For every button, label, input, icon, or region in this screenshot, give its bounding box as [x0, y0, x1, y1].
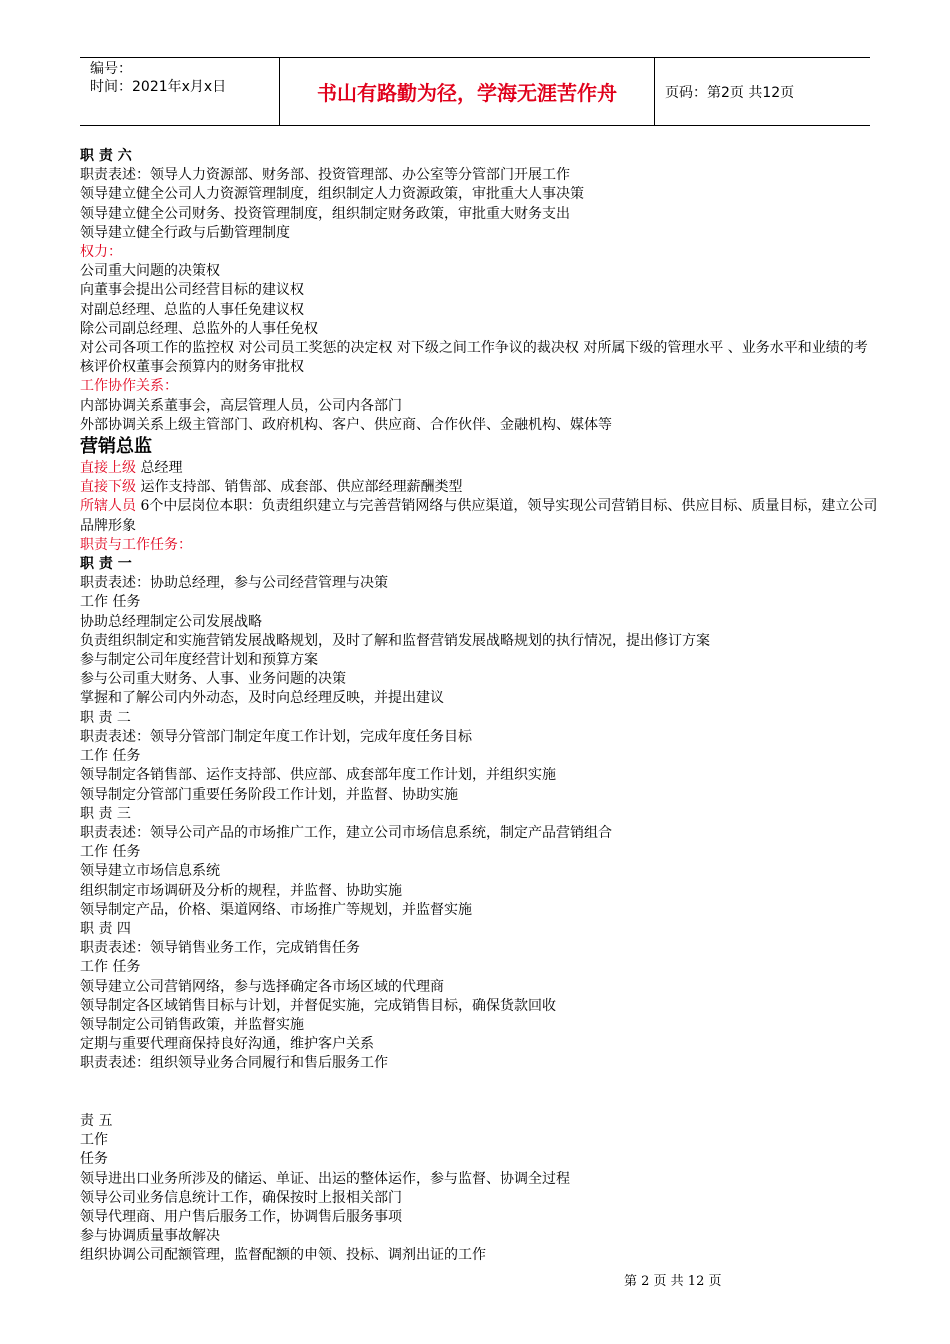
paragraph-line: 公司重大问题的决策权	[80, 263, 220, 280]
document-number-label: 编号：	[90, 61, 132, 77]
paragraph-line: 领导建立健全公司人力资源管理制度，组织制定人力资源政策，审批重大人事决策	[80, 186, 584, 203]
paragraph-line: 领导制定产品，价格、渠道网络、市场推广等规划，并监督实施	[80, 901, 472, 918]
field-value: 总经理	[136, 460, 183, 477]
paragraph-line: 职责表述：领导分管部门制定年度工作计划，完成年度任务目标	[80, 728, 472, 745]
document-time-label: 时间：2021年x月x日	[90, 79, 227, 95]
paragraph-line: 职 责 二	[80, 709, 131, 726]
paragraph-line: 内部协调关系董事会，高层管理人员，公司内各部门	[80, 397, 402, 414]
duty-heading: 职 责 一	[80, 556, 132, 573]
paragraph-line: 领导公司业务信息统计工作，确保按时上报相关部门	[80, 1189, 402, 1206]
paragraph-line: 领导制定公司销售政策，并监督实施	[80, 1016, 304, 1033]
paragraph-line: 负责组织制定和实施营销发展战略规划，及时了解和监督营销发展战略规划的执行情况，提出修订方案	[80, 632, 710, 649]
paragraph-line: 职责表述：领导公司产品的市场推广工作，建立公司市场信息系统，制定产品营销组合	[80, 824, 612, 841]
field-value: 运作支持部、销售部、成套部、供应部经理薪酬类型	[136, 479, 463, 496]
paragraph-line: 参与协调质量事故解决	[80, 1228, 220, 1245]
paragraph-line: 领导建立公司营销网络，参与选择确定各市场区域的代理商	[80, 978, 444, 995]
blank-line	[80, 1093, 880, 1112]
section-label: 工作协作关系：	[80, 378, 178, 395]
paragraph-line: 工作 任务	[80, 844, 141, 861]
paragraph-line: 责 五	[80, 1112, 113, 1129]
document-body	[80, 147, 880, 1266]
paragraph-line: 领导制定各区域销售目标与计划，并督促实施，完成销售目标，确保货款回收	[80, 997, 556, 1014]
paragraph-line: 向董事会提出公司经营目标的建议权	[80, 282, 304, 299]
paragraph-line: 工作 任务	[80, 594, 141, 611]
paragraph-line: 职责表述：协助总经理，参与公司经营管理与决策	[80, 575, 388, 592]
position-title: 营销总监	[80, 436, 152, 458]
header-motto-cell	[280, 58, 655, 125]
paragraph-line: 领导建立健全公司财务、投资管理制度，组织制定财务政策，审批重大财务支出	[80, 205, 570, 222]
field-label: 直接上级	[80, 460, 136, 477]
paragraph-line: 领导制定分管部门重要任务阶段工作计划，并监督、协助实施	[80, 786, 458, 803]
header-page-info: 页码：第2页 共12页	[665, 84, 795, 101]
paragraph-line: 职 责 四	[80, 920, 131, 937]
paragraph-line: 参与公司重大财务、人事、业务问题的决策	[80, 671, 346, 688]
field-label: 所辖人员	[80, 498, 136, 515]
labeled-line	[80, 497, 880, 535]
blank-line	[80, 1074, 880, 1093]
field-label: 直接下级	[80, 479, 136, 496]
paragraph-line: 职责表述：组织领导业务合同履行和售后服务工作	[80, 1055, 388, 1072]
paragraph-line: 工作	[80, 1132, 108, 1149]
paragraph-line: 领导代理商、用户售后服务工作，协调售后服务事项	[80, 1208, 402, 1225]
header-page-cell	[655, 58, 870, 125]
paragraph-line: 职 责 三	[80, 805, 131, 822]
header-left-cell	[80, 58, 280, 125]
paragraph-line: 工作 任务	[80, 959, 141, 976]
paragraph-line: 外部协调关系上级主管部门、政府机构、客户、供应商、合作伙伴、金融机构、媒体等	[80, 416, 612, 433]
document-header	[80, 57, 870, 126]
paragraph-line: 领导进出口业务所涉及的储运、单证、出运的整体运作，参与监督、协调全过程	[80, 1170, 570, 1187]
paragraph-line: 掌握和了解公司内外动态，及时向总经理反映，并提出建议	[80, 690, 444, 707]
paragraph-line: 领导建立市场信息系统	[80, 863, 220, 880]
paragraph-line: 定期与重要代理商保持良好沟通，维护客户关系	[80, 1036, 374, 1053]
section-label: 职责与工作任务：	[80, 536, 192, 553]
paragraph-line: 职责表述：领导销售业务工作，完成销售任务	[80, 940, 360, 957]
page-footer: 第 2 页 共 12 页	[624, 1274, 722, 1289]
paragraph-line: 领导建立健全行政与后勤管理制度	[80, 224, 290, 241]
paragraph-line: 工作 任务	[80, 748, 141, 765]
paragraph-line: 参与制定公司年度经营计划和预算方案	[80, 652, 318, 669]
paragraph-line: 除公司副总经理、总监外的人事任免权	[80, 320, 318, 337]
paragraph-line: 职责表述：领导人力资源部、财务部、投资管理部、办公室等分管部门开展工作	[80, 167, 570, 184]
paragraph-line: 领导制定各销售部、运作支持部、供应部、成套部年度工作计划，并组织实施	[80, 767, 556, 784]
paragraph-line: 协助总经理制定公司发展战略	[80, 613, 262, 630]
duty-heading: 职 责 六	[80, 148, 132, 164]
section-label: 权力：	[80, 244, 122, 261]
labeled-line	[80, 459, 880, 478]
paragraph-line: 对副总经理、总监的人事任免建议权	[80, 301, 304, 318]
field-value: 6个中层岗位本职：负责组织建立与完善营销网络与供应渠道，领导实现公司营销目标、供应目标、质量目标，建立公司品牌形象	[80, 498, 878, 534]
labeled-line	[80, 478, 880, 497]
paragraph-line: 任务	[80, 1151, 108, 1168]
header-motto: 书山有路勤为径，学海无涯苦作舟	[317, 81, 617, 105]
paragraph-line: 组织协调公司配额管理，监督配额的申领、投标、调剂出证的工作	[80, 1247, 486, 1264]
paragraph-line: 组织制定市场调研及分析的规程，并监督、协助实施	[80, 882, 402, 899]
paragraph-line: 对公司各项工作的监控权 对公司员工奖惩的决定权 对下级之间工作争议的裁决权 对所属下级的管理水平 、业务水平和业绩的考核评价权董事会预算内的财务审批权	[80, 340, 868, 376]
